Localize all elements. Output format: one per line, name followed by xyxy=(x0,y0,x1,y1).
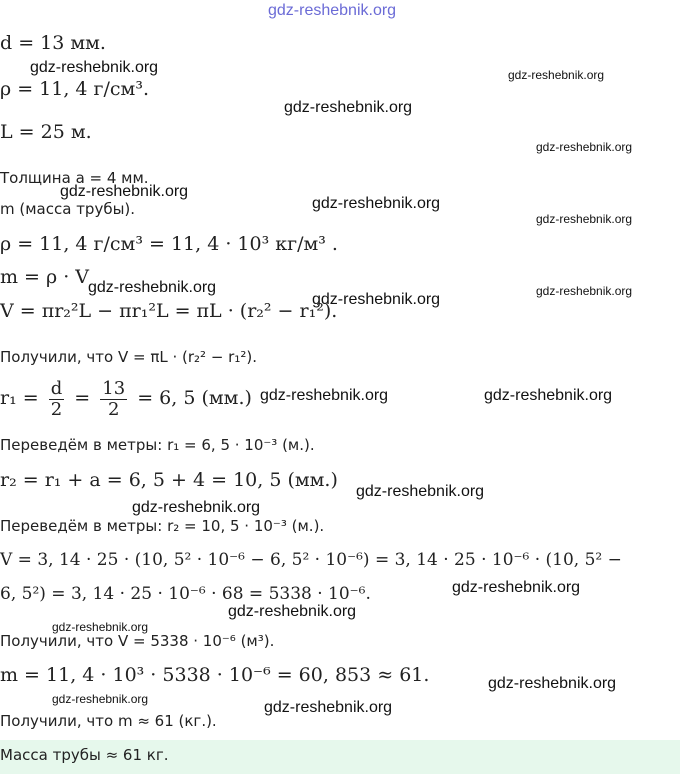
given-density: ρ = 11, 4 г/см³. xyxy=(0,78,149,100)
volume-result-formula: Получили, что V = πL · (r₂² − r₁²). xyxy=(0,348,257,366)
mass-calculation: m = 11, 4 · 10³ · 5338 · 10⁻⁶ = 60, 853 ≈ 61. xyxy=(0,664,430,686)
watermark: gdz-reshebnik.org xyxy=(312,195,441,212)
watermark: gdz-reshebnik.org xyxy=(488,675,617,692)
mass-formula: m = ρ · V xyxy=(0,266,90,288)
watermark: gdz-reshebnik.org xyxy=(536,212,633,226)
fraction-denominator: 2 xyxy=(107,398,120,420)
watermark: gdz-reshebnik.org xyxy=(88,279,217,296)
r2-meters: Переведём в метры: r₂ = 10, 5 · 10⁻³ (м.). xyxy=(0,517,325,535)
r1-meters: Переведём в метры: r₁ = 6, 5 · 10⁻³ (м.). xyxy=(0,436,315,454)
watermark: gdz-reshebnik.org xyxy=(356,483,485,500)
fraction-denominator: 2 xyxy=(50,398,63,420)
r1-value: = 6, 5 (мм.) xyxy=(137,387,252,409)
watermark: gdz-reshebnik.org xyxy=(228,603,357,620)
r1-prefix: r₁ = xyxy=(0,387,39,409)
volume-formula: V = πr₂²L − πr₁²L = πL · (r₂² − r₁²). xyxy=(0,300,338,322)
fraction-numerator: d xyxy=(50,377,63,399)
answer-text: Масса трубы ≈ 61 кг. xyxy=(0,746,169,764)
fraction-d-over-2 xyxy=(49,379,65,420)
mass-result: Получили, что m ≈ 61 (кг.). xyxy=(0,712,217,730)
watermark: gdz-reshebnik.org xyxy=(508,68,605,82)
watermark: gdz-reshebnik.org xyxy=(132,499,261,516)
volume-calculation-2: 6, 5²) = 3, 14 · 25 · 10⁻⁶ · 68 = 5338 · 10⁻⁶. xyxy=(0,584,371,604)
given-diameter: d = 13 мм. xyxy=(0,32,106,54)
fraction-13-over-2 xyxy=(100,379,127,420)
r2-calculation: r₂ = r₁ + a = 6, 5 + 4 = 10, 5 (мм.) xyxy=(0,469,338,491)
watermark: gdz-reshebnik.org xyxy=(536,284,633,298)
watermark: gdz-reshebnik.org xyxy=(312,291,441,308)
density-conversion: ρ = 11, 4 г/см³ = 11, 4 · 10³ кг/м³ . xyxy=(0,233,338,255)
r1-equals: = xyxy=(74,387,91,409)
watermark: gdz-reshebnik.org xyxy=(60,183,189,200)
volume-calculation-1: V = 3, 14 · 25 · (10, 5² · 10⁻⁶ − 6, 5² · 10⁻⁶) = 3, 14 · 25 · 10⁻⁶ · (10, 5² − xyxy=(0,550,622,570)
fraction-numerator: 13 xyxy=(102,377,126,399)
answer-box xyxy=(0,740,680,774)
watermark: gdz-reshebnik.org xyxy=(484,387,613,404)
unknown-mass: m (масса трубы). xyxy=(0,200,136,218)
watermark: gdz-reshebnik.org xyxy=(452,579,581,596)
watermark: gdz-reshebnik.org xyxy=(284,99,413,116)
volume-result: Получили, что V = 5338 · 10⁻⁶ (м³). xyxy=(0,632,275,650)
watermark: gdz-reshebnik.org xyxy=(52,692,149,706)
given-thickness: Толщина a = 4 мм. xyxy=(0,169,149,187)
watermark: gdz-reshebnik.org xyxy=(30,59,159,76)
watermark: gdz-reshebnik.org xyxy=(264,699,393,716)
given-length: L = 25 м. xyxy=(0,121,92,143)
watermark: gdz-reshebnik.org xyxy=(52,620,149,634)
watermark-top: gdz-reshebnik.org xyxy=(268,2,397,19)
watermark: gdz-reshebnik.org xyxy=(260,387,389,404)
watermark: gdz-reshebnik.org xyxy=(536,140,633,154)
r1-calculation xyxy=(0,376,252,420)
